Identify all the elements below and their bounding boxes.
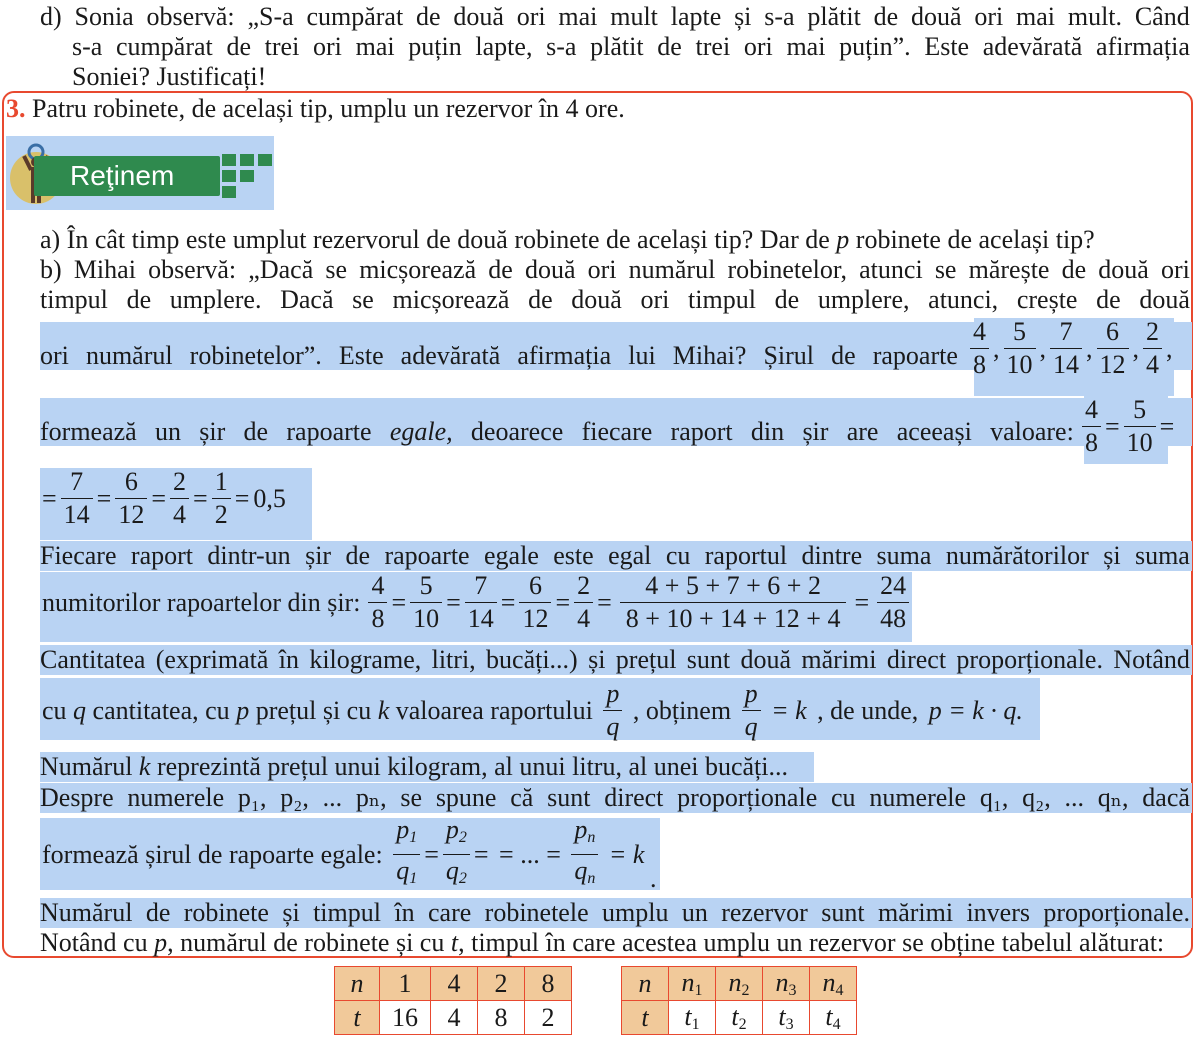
word: sunt — [821, 898, 865, 927]
word: sunt — [547, 783, 591, 812]
word: lapte, — [475, 32, 533, 61]
word: cu — [831, 783, 856, 812]
word: micșorează — [392, 285, 510, 314]
item-d-line-2 — [72, 32, 1190, 62]
word: mărește — [968, 255, 1050, 284]
pn-fraction: $\frac{p_2}{q_2}$ — [443, 816, 470, 893]
word: proporționale — [677, 783, 818, 812]
word: adevărată — [982, 32, 1083, 61]
word: Mihai — [73, 255, 136, 284]
word: pₙ, — [355, 783, 387, 812]
word: raport — [130, 541, 194, 570]
sum-fraction: $\frac{4 + 5 + 7 + 6 + 2}{8 + 10 + 14 + 12 + 4}$ — [620, 572, 847, 633]
sum-rule-line-1 — [40, 541, 1190, 571]
word: umplu — [602, 898, 669, 927]
table-row: n 1 4 2 8 — [335, 967, 572, 1001]
word: și — [734, 2, 752, 31]
ratio-fraction: $\frac{5}{10}$ — [1124, 396, 1156, 457]
ratios-equal-end: = $\frac{7}{14}$ = $\frac{6}{12}$ = $\frac{2}{4}$ = $\frac{1}{2}$ = 0,5 — [42, 467, 286, 529]
word: mai — [558, 2, 598, 31]
word: mult. — [1067, 2, 1123, 31]
word: Dacă — [280, 285, 334, 314]
word: s-a — [764, 2, 795, 31]
word: p₂, — [280, 783, 309, 812]
word: de — [774, 285, 800, 314]
ratio-fraction: $\frac{4}{8}$ — [368, 572, 387, 633]
word: litri, — [431, 645, 476, 674]
word: crește — [1016, 285, 1078, 314]
word: prețul — [615, 645, 677, 674]
word: ori — [516, 2, 546, 31]
word: ... — [1064, 783, 1085, 812]
k-meaning-line: Numărul k reprezintă prețul unui kilogram, al unui litru, al unei bucăți... — [40, 752, 789, 781]
word: lui — [628, 341, 656, 370]
word: două — [453, 2, 504, 31]
word: q₂, — [1022, 783, 1051, 812]
word: și — [588, 645, 606, 674]
word: rapoarte — [384, 541, 470, 570]
word: dintre — [801, 541, 863, 570]
word: Este — [924, 32, 970, 61]
word: de — [528, 285, 553, 314]
ratio-fraction: $\frac{5}{10}$ — [1004, 318, 1036, 379]
word: dintr-un — [207, 541, 291, 570]
retinem-label: Reţinem — [70, 160, 175, 191]
word: cumpărat — [306, 2, 404, 31]
word: afirmația — [517, 341, 612, 370]
result-fraction: $\frac{24}{48}$ — [877, 572, 909, 633]
word: șir — [305, 541, 332, 570]
problem-number: 3. — [6, 94, 26, 123]
word: umplere. — [169, 285, 262, 314]
word: și — [282, 898, 300, 927]
table-row: t $t_1$ $t_2$ $t_3$ $t_4$ — [622, 1001, 857, 1035]
word: de — [488, 255, 513, 284]
word: se — [352, 285, 374, 314]
word: în — [394, 898, 415, 927]
despre-line — [40, 783, 1190, 813]
ratio-fraction: $\frac{5}{10}$ — [410, 572, 442, 633]
pn-line: formează șirul de rapoarte egale: $\frac{p_1}{q_1}$ = $\frac{p_2}{q_2}$ = = ... = $\frac{p_n}{q_n}$ = k — [40, 816, 646, 893]
table-row: t 16 4 8 2 — [335, 1001, 572, 1035]
word: umplere, — [817, 285, 910, 314]
word: ... — [322, 783, 343, 812]
ratio-fraction: $\frac{4}{8}$ — [1082, 396, 1101, 457]
word: ori — [587, 255, 617, 284]
word: de — [1096, 285, 1121, 314]
word: s-a — [546, 32, 577, 61]
word: invers — [966, 898, 1030, 927]
notand-line: Notând cu p, numărul de robinete și cu t, timpul în care acestea umplu un rezervor se obține tabelul alăturat: — [40, 928, 1165, 957]
word: raportul — [704, 541, 788, 570]
direct-line-1 — [40, 645, 1190, 675]
ratio-fraction: $\frac{4}{8}$ — [970, 318, 989, 379]
word: robinetele — [484, 898, 589, 927]
word: Mihai? — [672, 341, 747, 370]
table-symbols — [621, 966, 857, 1035]
word: mai — [355, 32, 395, 61]
word: numerele — [127, 783, 225, 812]
word: Cantitatea — [40, 645, 146, 674]
word: se — [325, 255, 348, 284]
word: și — [1103, 541, 1121, 570]
word: qₙ, — [1097, 783, 1129, 812]
word: adevărată — [400, 341, 501, 370]
word: de — [831, 341, 856, 370]
word: de — [226, 32, 251, 61]
word: Fiecare — [40, 541, 117, 570]
word: (exprimată — [155, 645, 269, 674]
word: se — [934, 255, 957, 284]
word: observă: — [148, 255, 237, 284]
word: ori — [640, 285, 670, 314]
word: robinetelor”. — [189, 341, 322, 370]
word: sunt — [686, 645, 731, 674]
word: trei — [695, 32, 731, 61]
word: Despre — [40, 783, 114, 812]
word: numărătorilor — [945, 541, 1089, 570]
word: Când — [1134, 2, 1190, 31]
word: mai — [786, 32, 826, 61]
word: b) — [40, 255, 62, 284]
table-values — [334, 966, 572, 1035]
word: micșorează — [359, 255, 477, 284]
word: timpul — [40, 285, 108, 314]
word: proporționale. — [1043, 898, 1190, 927]
retinem-banner — [6, 136, 274, 210]
word: de — [657, 32, 682, 61]
word: s-a — [72, 32, 103, 61]
word: atunci, — [928, 285, 999, 314]
word: care — [427, 898, 472, 927]
word: două — [1098, 255, 1149, 284]
word: egale — [484, 541, 539, 570]
ratio-fraction: $\frac{6}{12}$ — [1097, 318, 1129, 379]
pn-period: . — [650, 864, 657, 893]
ratio-fraction: $\frac{6}{12}$ — [115, 468, 147, 529]
word: două — [740, 645, 792, 674]
word: de — [345, 541, 371, 570]
word: direct — [604, 783, 664, 812]
word: de — [145, 898, 171, 927]
table-row: n $n_1$ $n_2$ $n_3$ $n_4$ — [622, 967, 857, 1001]
word: două — [910, 2, 962, 31]
word: d) — [40, 2, 62, 31]
word: dacă — [1142, 783, 1190, 812]
word: spune — [435, 783, 497, 812]
word: plătit — [807, 2, 861, 31]
word: plătit — [590, 32, 644, 61]
word: de — [873, 2, 899, 31]
word: direct — [886, 645, 947, 674]
word: timpul — [313, 898, 381, 927]
word: puțin”. — [839, 32, 911, 61]
ratio-fraction: $\frac{2}{4}$ — [574, 572, 593, 633]
word: rezervor — [721, 898, 808, 927]
word: se — [400, 783, 423, 812]
ratios-sequence: $\frac{4}{8}$ , $\frac{5}{10}$ , $\frac{7}{14}$ , $\frac{6}{12}$ , $\frac{2}{4}$ , — [968, 318, 1175, 379]
word: Notând — [1113, 645, 1190, 674]
sum-rule-line-2: numitorilor rapoartelor din șir: $\frac{4}{8}$ = $\frac{5}{10}$ = $\frac{7}{14}$ = $\frac{6}{12}$ = $\frac{2}{4}$ = $\frac{4 + 5 + 7 + 6 + 2}{8 + 10 + 14 + 12 + 4}$ = $\frac{24}{48}$ — [40, 572, 911, 633]
ratio-fraction: $\frac{6}{12}$ — [519, 572, 551, 633]
item-d-line-3: Soniei? Justificați! — [72, 62, 267, 91]
word: un — [681, 898, 708, 927]
question-b-line-1 — [40, 255, 1190, 285]
word: numărul — [628, 255, 716, 284]
direct-line-2: cu q cantitatea, cu p prețul și cu k valoarea raportului $\frac{p}{q}$ , obținem $\frac{p}{q}$ = k , de unde, p = k · q. — [42, 679, 1023, 741]
word: Sonia — [74, 2, 134, 31]
word: este — [553, 541, 594, 570]
word: de — [126, 285, 152, 314]
word: robinete — [183, 898, 269, 927]
word: „S-a — [247, 2, 294, 31]
word: cumpărat — [116, 32, 213, 61]
word: puțin — [408, 32, 462, 61]
word: Numărul — [40, 898, 133, 927]
word: mărimi — [801, 645, 877, 674]
word: kilograme, — [309, 645, 422, 674]
word: Șirul — [763, 341, 815, 370]
word: de — [416, 2, 441, 31]
pn-fraction: $\frac{p_1}{q_1}$ — [393, 816, 420, 893]
word: ori — [1160, 255, 1190, 284]
item-d-line-1 — [40, 2, 1190, 32]
question-a: a) În cât timp este umplut rezervorul de două robinete de același tip? Dar de p robinete de același tip? — [40, 225, 1095, 254]
word: că — [510, 783, 534, 812]
word: bucăți...) — [486, 645, 578, 674]
word: ori — [743, 32, 773, 61]
problem-3-statement — [6, 94, 625, 124]
word: mărimi — [877, 898, 954, 927]
word: ori — [313, 32, 342, 61]
word: egal — [608, 541, 652, 570]
word: timpul — [688, 285, 756, 314]
word: numerele — [869, 783, 967, 812]
word: două — [1139, 285, 1190, 314]
invers-line — [40, 898, 1190, 928]
word: afirmația — [1096, 32, 1190, 61]
problem-statement-text: Patru robinete, de același tip, umplu un rezervor în 4 ore. — [32, 94, 625, 123]
word: „Dacă — [248, 255, 314, 284]
word: atunci — [859, 255, 923, 284]
word: ori — [40, 341, 69, 370]
word: mai — [1016, 2, 1056, 31]
word: două — [571, 285, 622, 314]
word: Este — [338, 341, 384, 370]
word: lapte — [670, 2, 722, 31]
ratios-equal-start: $\frac{4}{8}$ = $\frac{5}{10}$ = — [1080, 396, 1176, 457]
word: robinetelor, — [727, 255, 847, 284]
ratio-fraction: $\frac{1}{2}$ — [212, 468, 231, 529]
word: observă: — [146, 2, 235, 31]
word: rapoarte — [872, 341, 958, 370]
ratio-fraction: $\frac{2}{4}$ — [1143, 318, 1162, 379]
ratio-fraction: $\frac{2}{4}$ — [170, 468, 189, 529]
theory-line-4: formează un șir de rapoarte egale, deoarece fiecare raport din șir are aceeași valoare: — [40, 417, 1074, 446]
word: mult — [610, 2, 658, 31]
word: numărul — [85, 341, 173, 370]
ratio-fraction: $\frac{7}{14}$ — [465, 572, 497, 633]
word: suma — [1134, 541, 1190, 570]
word: q₁, — [979, 783, 1009, 812]
word: în — [278, 645, 299, 674]
word: trei — [264, 32, 300, 61]
word: două — [524, 255, 576, 284]
ratio-fraction: $\frac{7}{14}$ — [61, 468, 93, 529]
question-b-line-2 — [40, 285, 1190, 315]
word: p₁, — [237, 783, 267, 812]
theory-line-3 — [40, 341, 958, 371]
word: de — [1061, 255, 1087, 284]
word: ori — [974, 2, 1004, 31]
word: suma — [876, 541, 932, 570]
word: cu — [665, 541, 691, 570]
word: proporționale. — [956, 645, 1103, 674]
ratio-fraction: $\frac{7}{14}$ — [1050, 318, 1082, 379]
